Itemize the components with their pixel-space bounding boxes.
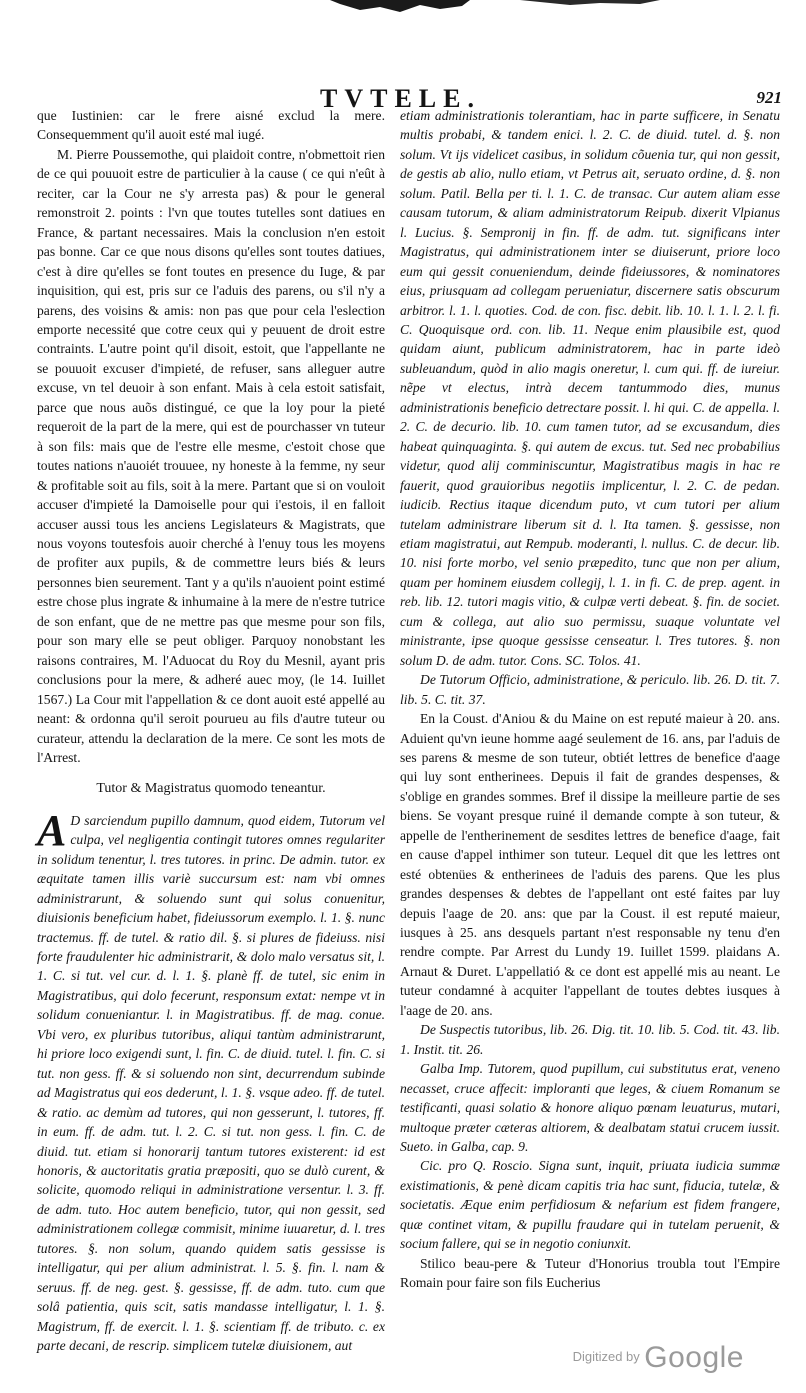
running-title: TVTELE.	[320, 84, 481, 113]
right-paragraph-galba: Galba Imp. Tutorem, quod pupillum, cui substitutus erat, veneno necasset, cruce affecit: imploranti que leges, & ciuem Romanum se testificanti, quasi solatio & honore aliquo pœnam leuaturus, mutari, multoque præter cæteras altiorem, & dealbatam statui crucem iussit. Sueto. in Galba, cap. 9.	[400, 1061, 780, 1155]
top-edge-stain	[0, 0, 806, 22]
left-paragraph-2: M. Pierre Poussemothe, qui plaidoit contre, n'obmettoit rien de ce qui pouuoit estre de particulier à la cause ( ce qui n'eût à reciter, car la Cour ne s'y arresta pas) & pour le general remonstroit 2. points : l'vn que toutes tutelles sont datiues en France, & partant necessaires. Mais la conclusion n'en estoit pas bonne. Car ce que nous disons qu'elles sont toutes datiues, c'est à dire qu'elles se font toutes en presence du Iuge, & par inquisition, qui est, pris sur ce l'aduis des parens, ou s'il n'y a parens, des voisins & amis: non pas que pour cela l'eslection emporte necessité que cotre ceux qui y peuuent de droit estre contraints. L'autre point qu'il disoit, estoit, que l'appellante ne se pouuoit excuser d'impieté, de refuser, sans alleguer autre excuse, vn tel deuoir à son enfant. Mais à cela estoit satisfait, parce que nous auõs distingué, ce que la loy pour la pieté requeroit de la part de la mere, qui est de pourchasser vn tuteur à son fils: mais que de l'estre elle mesme, c'estoit chose que toutes nations n'auoiét trouuee, ny honeste à la femme, ny seur & profitable soit au fils, soit à la mere. Partant que si on vouloit accuser d'impieté la Damoiselle pour qui i'estois, il en falloit accuser aussi tous les anciens Legislateurs & Magistrats, que nous voyons toutesfois auoir cherché à l'enuy tous les moyens de profiter aux pupils, & de commettre leurs biés & leurs personnes bien seurement. Tant y a qu'ils n'auoient point estimé estre chose plus ingrate & inhumaine à la mere de n'estre tutrice de son enfant, que de ne mettre pas que mesme pour son fils, pour son mary elle se peut obliger. Parquoy nonobstant les raisons contraires, M. l'Aduocat du Roy du Mesnil, ayant pris conclusions pour la mere, & adheré auec moy, (le 14. Iuillet 1567.) La Cour mit l'appellation & ce dont auoit esté appellé au neant: & ordonna qu'il seroit pourueu au fils d'autre tuteur ou curateur, attendu la declaration de la mere. Ce sont les mots de l'Arrest.	[37, 146, 385, 765]
right-paragraph-stilico: Stilico beau-pere & Tuteur d'Honorius troubla tout l'Empire Romain pour faire son fils Eucherius	[400, 1255, 780, 1291]
watermark-prefix: Digitized by	[572, 1349, 640, 1364]
left-paragraph-3-text: D sarciendum pupillo damnum, quod eidem, Tutorum vel culpa, vel negligentia contingit tutores omnes regulariter in solidum tenentur, l. tres tutores. in princ. De admin. tutor. ex æquitate tamen illis variè succursum est: nam vbi omnes administrarunt, & soluendo sunt qui solus conuenitur, diuisionis beneficium habet, fideiussorum exemplo. l. 1. §. nunc tractemus. ff. de tutel. & ratio dil. §. si plures de fideiuss. nisi forte fraudulenter hic administrarit, & dolo malo versatus sit, l. 1. C. si tut. vel cur. d. l. 1. §. planè ff. de tutel, sic enim in Magistratibus, qui dolo fecerunt, responsum extat: nempe vt in solidum conueniantur. l. in Magistratibus. ff. de mag. conue. Vbi vero, ex pluribus tutoribus, aliqui tantùm administrarunt, hi priore loco exigendi sunt, l. fin. C. de diuid. tutel. l. fin. C. si tut. non gess. ff. & si soluendo non sint, decurrendum subinde ad Magistratus qui eos dederunt, l. 1. §. vsque adeo. ff. de tutel. & ratio. ac demùm ad tutores, qui non gesserunt, l. tutores, ff. in eum. ff. de adm. tut. l. 2. C. si tut. non gess. l. fin. C. de diuid. tut. etiam si honorarij tantum tutores existerent: id est honoris, & auctoritatis gratia præpositi, quo se dulò curent, & solicite, quomodo reliqui in administratione versentur. l. 3. ff. de adm. tuto. Hoc autem beneficio, tutor, qui non gessit, sed administrationem collegæ commisit, minime iuuaretur, d. l. tres tutores. §. non solum, quando quidem satis gessisse is intelligatur, qui per alium administrat. l. 5. §. fin. l. nam & seruus. ff. de neg. gest. §. gessisse, ff. de adm. tuto. cum que solâ patientia, quis scit, satis mandasse intelligatur, l. 1. §. Magistrum, ff. de exercit. l. 1. §. scientiam ff. de tributo. c. ex parte decani, de rescrip. simplicem tutelæ diuisionem, aut	[37, 812, 385, 1354]
digitized-by-google-watermark	[573, 1341, 744, 1375]
right-paragraph-2: En la Coust. d'Aniou & du Maine on est reputé maieur à 20. ans. Aduient qu'vn ieune homme aagé seulement de 16. ans, par l'aduis de ses parens & mesme de son tuteur, obtiét lettres de benefice d'aage qui luy sont entherinees. Depuis il fait de grandes despenses, & s'oblige en grandes sommes. Bref il dissipe la meilleure partie de ses biens. Se voyant presque ruiné il demande compte à son tuteur, & appelle de l'entherinement de sesdites lettres de benefice d'aage, fait en cause d'appel inthimer son tuteur. Lequel dit que les lettres ont esté obtenües & entherinees de l'aduis des parens. Que les plus grandes despenses & debtes de l'appellant ont esté faites par luy depuis l'aage de 20. ans: que par la Coust. il est reputé maieur, iusques à 25. ans desquels partant n'est responsable ny tenu d'en rendre compte. Par Arrest du Lundy 19. Iuillet 1599. plaidans A. Arnaut & Duret. L'appellatió & ce dont est appellé mis au neant. Le tuteur condamné à acquiter l'appellant de toutes debtes iusques à l'aage de 20. ans.	[400, 711, 780, 1018]
watermark-brand: Google	[644, 1341, 744, 1374]
drop-cap: A	[37, 805, 67, 855]
left-paragraph-1: que Iustinien: car le frere aisné exclud la mere. Consequemment qu'il auoit esté mal iugé.	[37, 108, 385, 143]
page-number: 921	[756, 88, 782, 107]
reference-tutorum-officio: De Tutorum Officio, administratione, & periculo. lib. 26. D. tit. 7. lib. 5. C. tit. 37.	[400, 672, 780, 707]
right-column	[400, 106, 780, 1293]
right-paragraph-1: etiam administrationis tolerantiam, hac in parte sufficere, in Senatu multis probabi, & tandem enici. l. 2. C. de diuid. tutel. d. §. non solum. Vt ijs videlicet casibus, in solidum cõuenia tur, qui non gessit, de gestis ab alio, nullo etiam, vt Petrus ait, seruato ordine, d. §. non solum. Patil. Bella per ti. l. 1. C. de transac. Cur autem aliam esse causam tutorum, & aliam administratorum Reipub. dixerit Vlpianus l. Lucius. §. Sempronij in fin. ff. de adm. tut. significans inter Magistratus, qui administrationem inter se diuiserunt, priore loco eum qui gessit conueniendum, deinde fideiussores, & nominatores eius, priusquam ad collegam perueniatur, discernere satis obscurum arbitror. l. 1. l. quoties. Cod. de con. fisc. debit. lib. 10. l. 1. l. 2. l. fi. C. Quoquisque ord. con. lib. 11. Neque enim plausibile est, quod quidam aiunt, publicum administratorem, hac in parte ideò subleuandum, quòd in alio magis oneretur, l. cum qui. ff. de iureiur. nẽpe vt electus, intrà decem tantummodo dies, munus administrationis beneficio detrectare possit. l. hi qui. C. de appella. l. 2. C. de decurio. lib. 10. cum tamen tutor, ad se excusandum, dies habeat quinquaginta. §. qui autem de excus. tut. Sed nec probabilius videtur, quod alij comminiscuntur, Magistratibus magis in hac re fauerit, quod grauioribus negotiis implicentur, l. 2. C. de pedan. iudicib. Rectius itaque dicendum puto, vt cum tutori per alium tutelam administrare liberum sit d. l. Ita tamen. §. gessisse, non etiam magistratui, aut Rempub. moderanti, l. nullus. C. de decur. lib. 10. nisi forte morbo, vel senio præpedito, tunc que non per alium, quam per hominem eiusdem collegij, l. 1. in fi. C. de prep. agent. in reb. lib. 12. tutori magis vitio, & culpæ verti debeat. §. fin. de societ. cum & collega, aut alio suo permissu, suaque voluntate vel ministrante, ipse quoque gessisse censeatur. l. Tres tutores. §. non solum D. de adm. tutor. Cons. SC. Tolos. 41.	[400, 108, 780, 668]
left-column	[37, 106, 385, 1356]
section-subheading: Tutor & Magistratus quomodo teneantur.	[96, 781, 326, 797]
left-paragraph-3	[37, 805, 385, 1356]
reference-suspectis-tutoribus: De Suspectis tutoribus, lib. 26. Dig. tit. 10. lib. 5. Cod. tit. 43. lib. 1. Instit. tit. 26.	[400, 1022, 780, 1057]
right-paragraph-cicero: Cic. pro Q. Roscio. Signa sunt, inquit, priuata iudicia summæ existimationis, & penè dicam capitis tria hac sunt, fiducia, tutelæ, & societatis. Æque enim perfidiosum & nefarium est fidem frangere, quæ continet vitam, & pupillu fraudare qui in tutelam peruenit, & socium fallere, qui se in negotio coniunxit.	[400, 1158, 780, 1252]
